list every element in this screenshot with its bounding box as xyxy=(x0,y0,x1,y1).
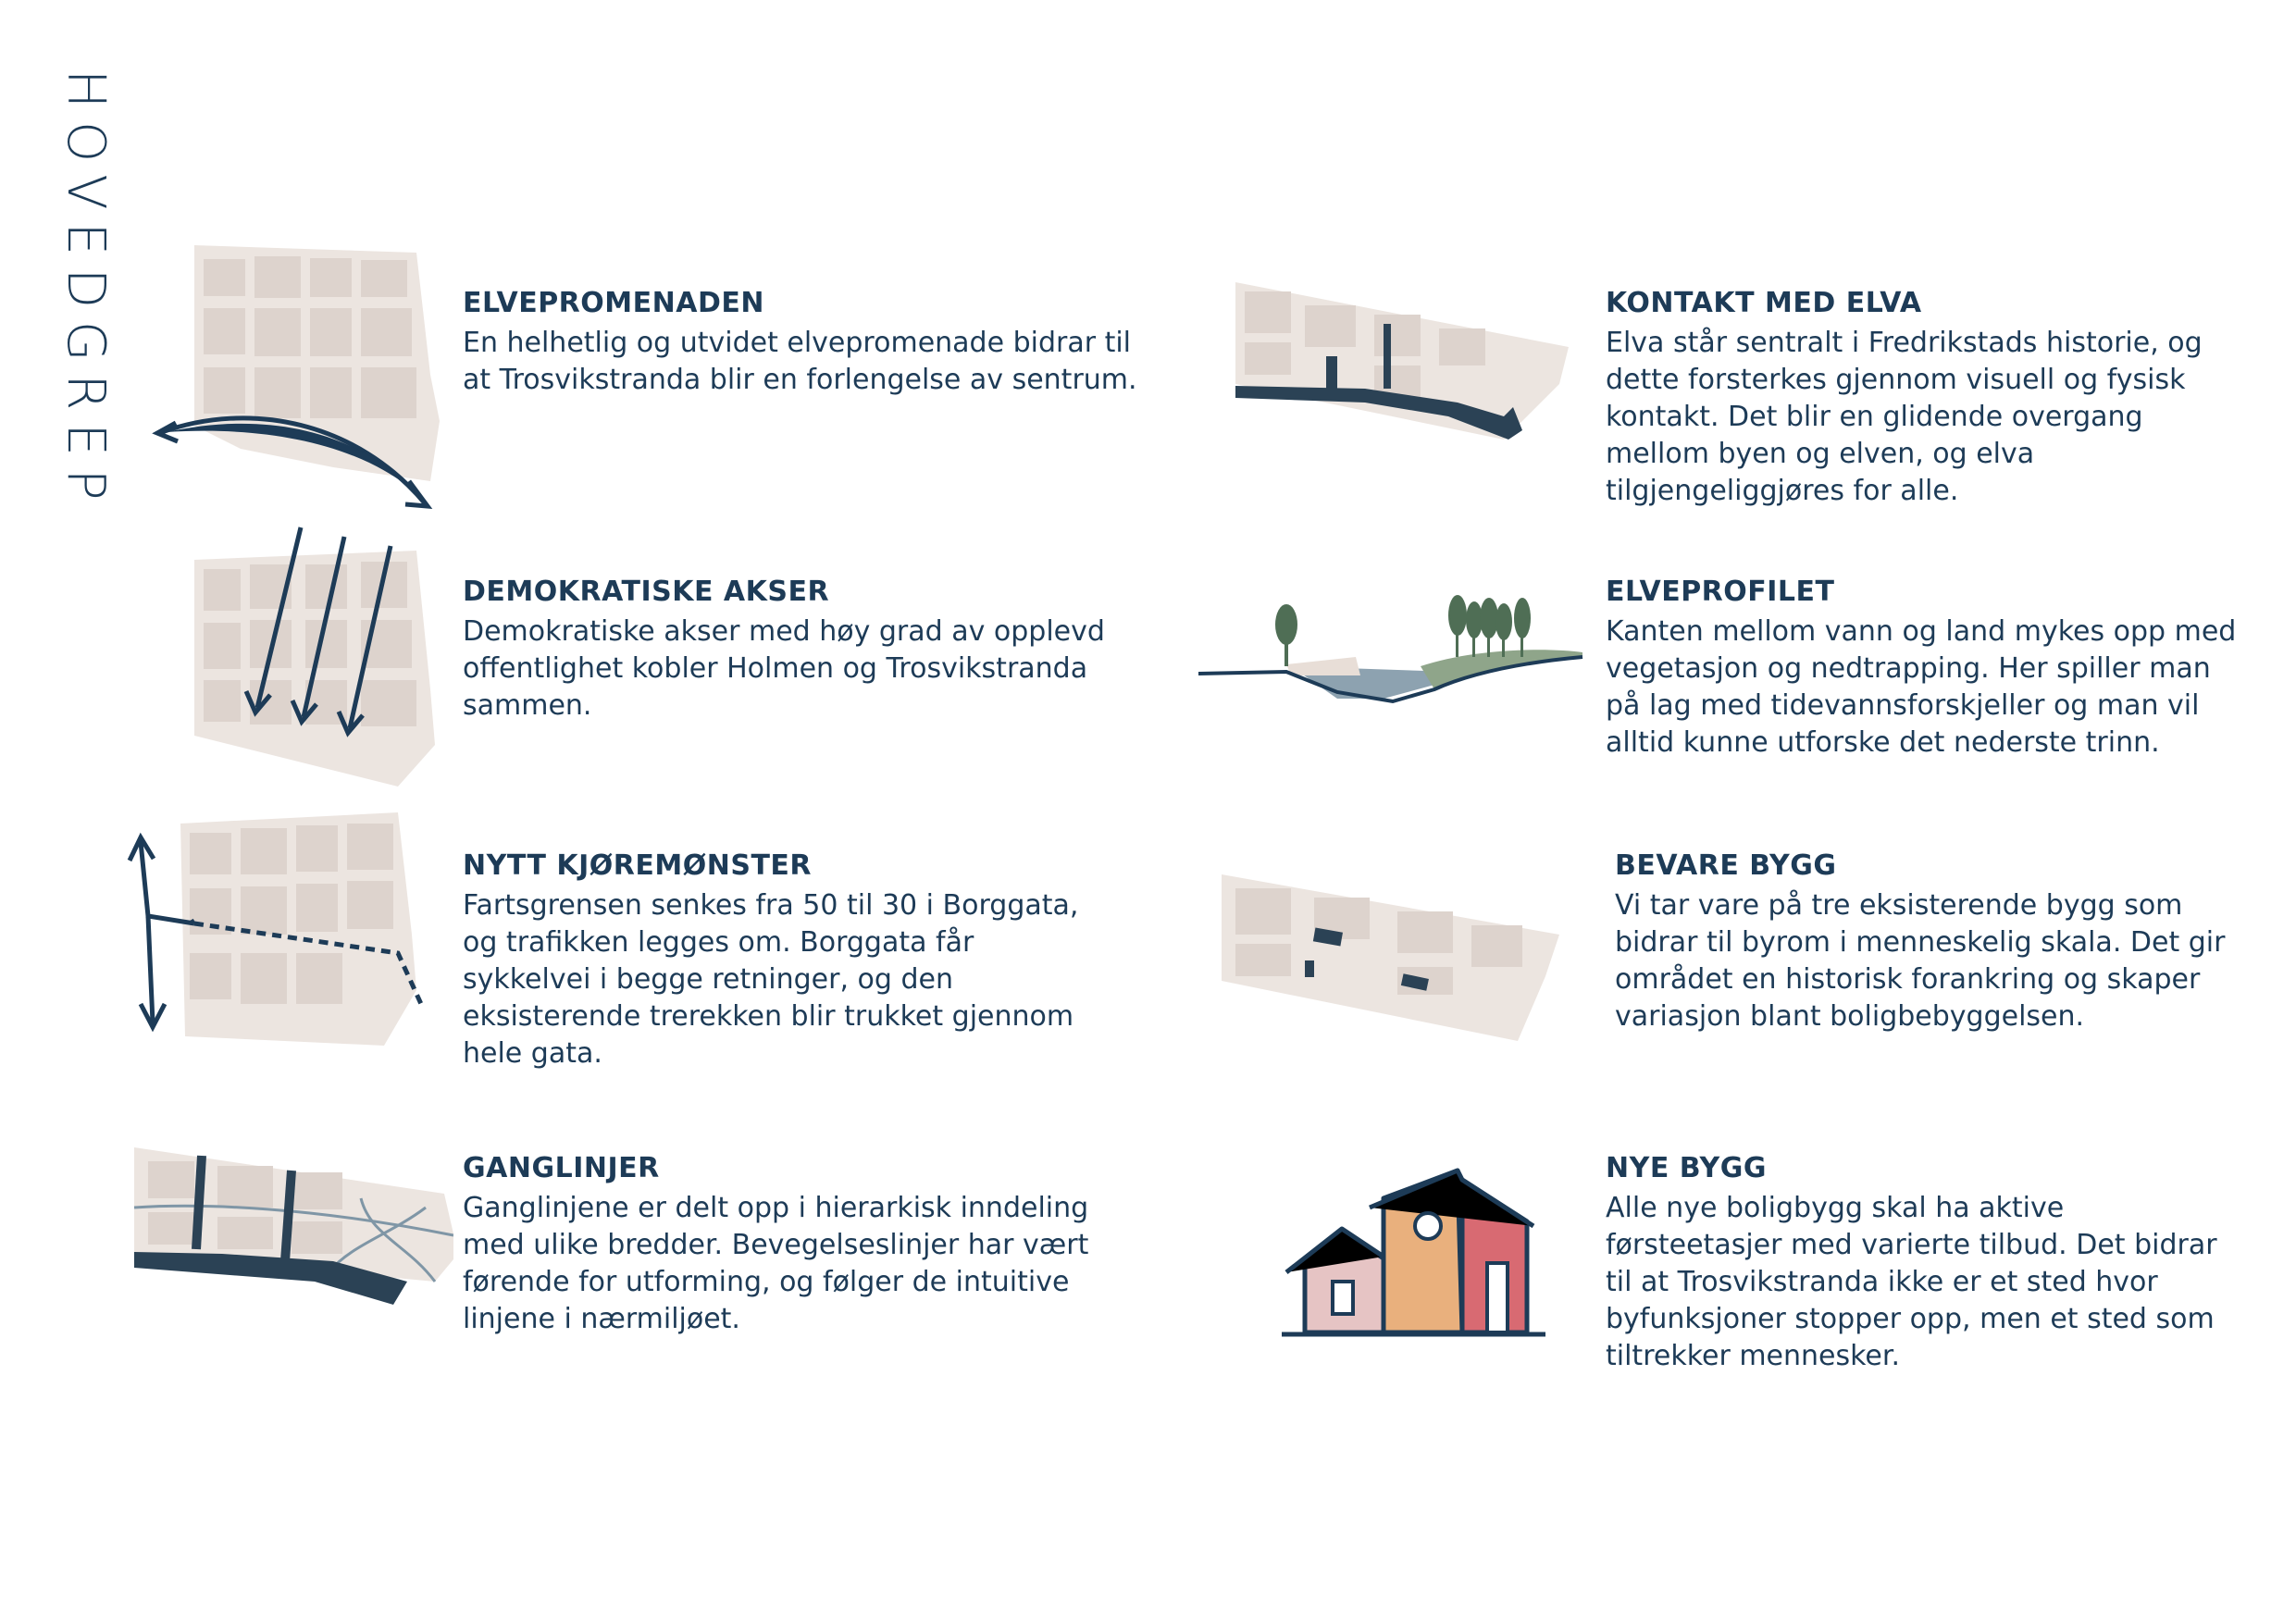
democratic-axes-map xyxy=(185,523,453,791)
item-text: Elva står sentralt i Fredrikstads historie, og dette forsterkes gjennom visuell og fysisk kontakt. Det blir en glidende overgang mellom byen og elven, og elva tilgjengeliggjøres for alle. xyxy=(1606,327,2203,507)
item-title: GANGLINJER xyxy=(463,1152,660,1184)
item-ganglinjer xyxy=(463,1152,1101,1338)
item-bevare-bygg xyxy=(1615,849,2253,1035)
item-title: KONTAKT MED ELVA xyxy=(1606,287,1922,319)
item-nytt-kjoremonster xyxy=(463,849,1101,1072)
new-houses-icon xyxy=(1282,1157,1545,1342)
item-text: Fartsgrensen senkes fra 50 til 30 i Borggata, og trafikken legges om. Borggata får sykkelvei i begge retninger, og den eksisterende trerekken blir trukket gjennom hele gata. xyxy=(463,889,1079,1070)
item-text: Alle nye boligbygg skal ha aktive førsteetasjer med varierte tilbud. Det bidrar til at Trosvikstranda ikke er et sted hvor byfunksjoner stopper opp, men et sted som tiltrekker mennesker. xyxy=(1606,1192,2217,1372)
river-profile-section xyxy=(1198,583,1587,712)
item-nye-bygg xyxy=(1606,1152,2235,1375)
riverside-promenade-map xyxy=(148,236,444,514)
item-title: ELVEPROMENADEN xyxy=(463,287,764,319)
item-text: Ganglinjene er delt opp i hierarkisk inndeling med ulike bredder. Bevegelseslinjer har vært førende for utforming, og følger de intuitive linjene i nærmiljøet. xyxy=(463,1192,1089,1335)
page-title: HOVEDGREP xyxy=(56,69,116,514)
item-title: NYTT KJØREMØNSTER xyxy=(463,849,813,882)
river-contact-map xyxy=(1226,273,1578,458)
preserved-buildings-map xyxy=(1212,865,1573,1050)
item-demokratiske-akser xyxy=(463,576,1111,725)
item-text: Vi tar vare på tre eksisterende bygg som bidrar til byrom i menneskelig skala. Det gir området en historisk forankring og skaper variasjon blant boligbebyggelsen. xyxy=(1615,889,2226,1033)
item-title: NYE BYGG xyxy=(1606,1152,1767,1184)
item-elveprofilet xyxy=(1606,576,2253,762)
item-title: DEMOKRATISKE AKSER xyxy=(463,576,830,608)
item-text: Kanten mellom vann og land mykes opp med vegetasjon og nedtrapping. Her spiller man på lag med tidevannsforskjeller og man vil alltid kunne utforske det nederste trinn. xyxy=(1606,615,2237,759)
item-kontakt-med-elva xyxy=(1606,287,2253,510)
walking-lines-map xyxy=(130,1143,453,1319)
item-title: ELVEPROFILET xyxy=(1606,576,1835,608)
item-elvepromenaden xyxy=(463,287,1166,399)
item-title: BEVARE BYGG xyxy=(1615,849,1837,882)
item-text: Demokratiske akser med høy grad av opplevd offentlighet kobler Holmen og Trosvikstranda sammen. xyxy=(463,615,1105,722)
traffic-pattern-map xyxy=(120,796,435,1064)
item-text: En helhetlig og utvidet elvepromenade bidrar til at Trosvikstranda blir en forlengelse av sentrum. xyxy=(463,327,1137,396)
